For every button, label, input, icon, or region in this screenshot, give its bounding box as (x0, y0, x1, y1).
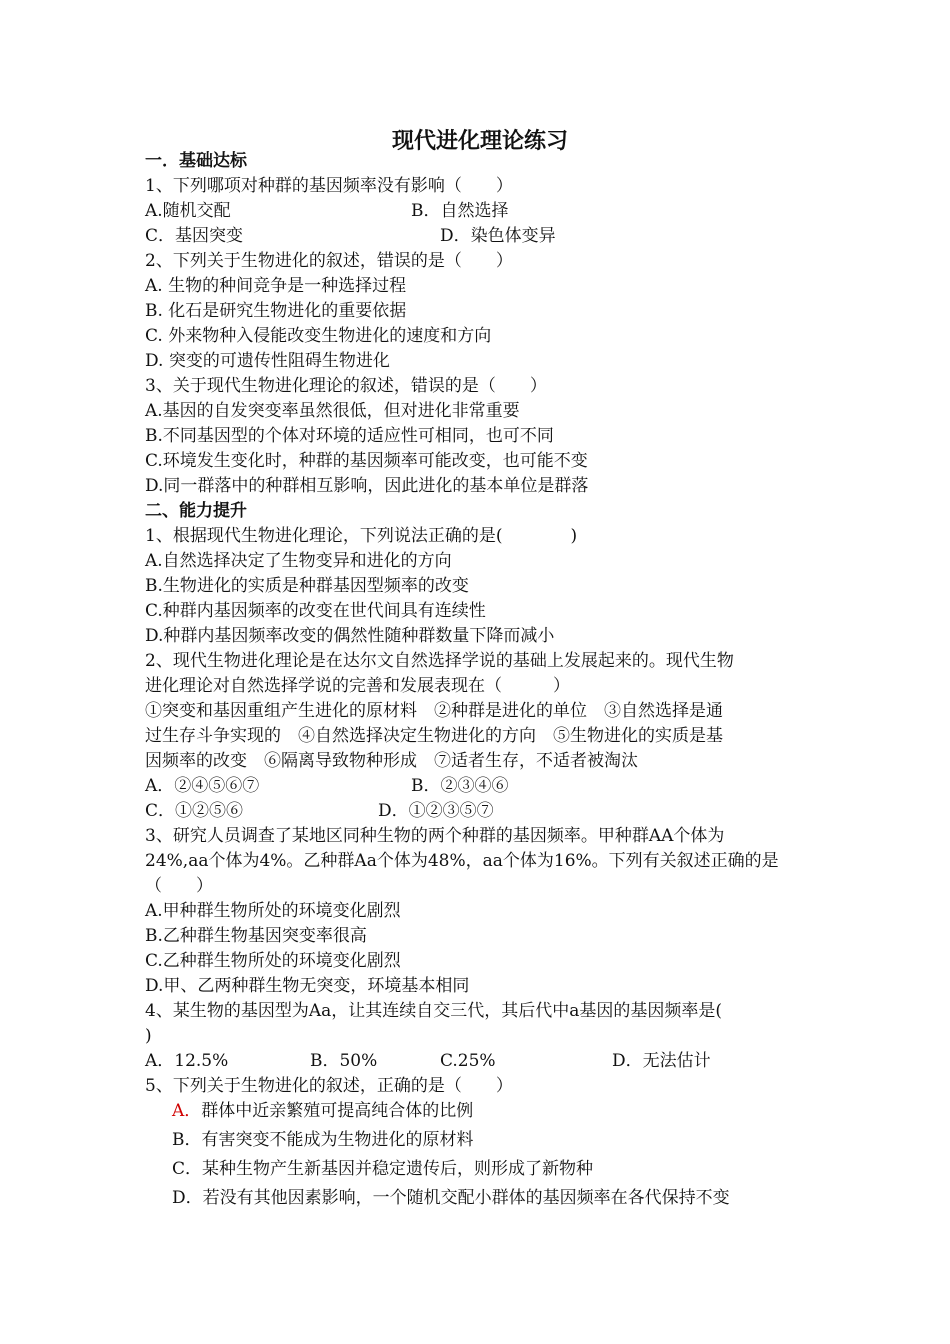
s2-q4-option-d: D．无法估计 (612, 1051, 711, 1071)
s2-q4-option-b: B．50% (310, 1051, 378, 1071)
s2-q3-option-a: A.甲种群生物所处的环境变化剧烈 (145, 901, 401, 921)
s2-q2-stem-line2: 进化理论对自然选择学说的完善和发展表现在（ ） (145, 676, 570, 696)
s1-q2-option-b: B. 化石是研究生物进化的重要依据 (145, 301, 407, 321)
s1-q2-stem: 2、下列关于生物进化的叙述，错误的是（ ） (145, 251, 513, 271)
s2-q1-option-c: C.种群内基因频率的改变在世代间具有连续性 (145, 601, 486, 621)
s2-q3-option-b: B.乙种群生物基因突变率很高 (145, 926, 367, 946)
s2-q5-option-c: C．某种生物产生新基因并稳定遗传后，则形成了新物种 (172, 1159, 594, 1179)
s2-q2-items-line2: 过生存斗争实现的 ④自然选择决定生物进化的方向 ⑤生物进化的实质是基 (145, 726, 723, 746)
s1-q2-option-c: C. 外来物种入侵能改变生物进化的速度和方向 (145, 326, 492, 346)
s1-q1-stem: 1、下列哪项对种群的基因频率没有影响（ ） (145, 176, 513, 196)
s1-q1-option-c: C．基因突变 (145, 226, 244, 246)
s2-q2-option-d: D．①②③⑤⑦ (378, 801, 494, 821)
s2-q4-option-a: A．12.5% (145, 1051, 229, 1071)
section1-heading: 一．基础达标 (145, 151, 247, 171)
s1-q1-option-a: A.随机交配 (145, 201, 231, 221)
s2-q2-items-line1: ①突变和基因重组产生进化的原材料 ②种群是进化的单位 ③自然选择是通 (145, 701, 723, 721)
s2-q5-option-a (172, 1099, 473, 1123)
s2-q5-option-d: D．若没有其他因素影响，一个随机交配小群体的基因频率在各代保持不变 (172, 1188, 730, 1208)
s1-q3-option-c: C.环境发生变化时，种群的基因频率可能改变，也可能不变 (145, 451, 588, 471)
s2-q1-stem: 1、根据现代生物进化理论，下列说法正确的是( ) (145, 526, 578, 546)
s2-q3-stem-line2: 24%,aa个体为4%。乙种群Aa个体为48%，aa个体为16%。下列有关叙述正确的是 (145, 851, 779, 871)
s2-q5-option-a-text: 群体中近亲繁殖可提高纯合体的比例 (201, 1101, 474, 1121)
s1-q3-option-a: A.基因的自发突变率虽然很低，但对进化非常重要 (145, 401, 520, 421)
s1-q1-option-b: B．自然选择 (411, 201, 509, 221)
s2-q4-option-c: C.25% (440, 1051, 496, 1071)
s2-q3-stem-line3: （ ） (145, 876, 213, 896)
s1-q2-option-d: D. 突变的可遗传性阻碍生物进化 (145, 351, 390, 371)
s2-q5-option-b: B．有害突变不能成为生物进化的原材料 (172, 1130, 474, 1150)
s2-q2-option-b: B．②③④⑥ (411, 776, 509, 796)
s1-q1-option-d: D．染色体变异 (440, 226, 556, 246)
s1-q2-option-a: A. 生物的种间竞争是一种选择过程 (145, 276, 407, 296)
s1-q3-stem: 3、关于现代生物进化理论的叙述，错误的是（ ） (145, 376, 547, 396)
s2-q2-stem-line1: 2、现代生物进化理论是在达尔文自然选择学说的基础上发展起来的。现代生物 (145, 651, 734, 671)
document-title: 现代进化理论练习 (391, 129, 568, 154)
s2-q2-option-c: C．①②⑤⑥ (145, 801, 244, 821)
s2-q5-stem: 5、下列关于生物进化的叙述，正确的是（ ） (145, 1076, 513, 1096)
s2-q1-option-b: B.生物进化的实质是种群基因型频率的改变 (145, 576, 469, 596)
s2-q1-option-a: A.自然选择决定了生物变异和进化的方向 (145, 551, 452, 571)
s2-q3-option-d: D.甲、乙两种群生物无突变，环境基本相同 (145, 976, 470, 996)
s2-q3-option-c: C.乙种群生物所处的环境变化剧烈 (145, 951, 401, 971)
s2-q3-stem-line1: 3、研究人员调查了某地区同种生物的两个种群的基因频率。甲种群AA个体为 (145, 826, 725, 846)
s2-q2-option-a: A．②④⑤⑥⑦ (145, 776, 260, 796)
s2-q5-option-a-letter: A． (172, 1101, 202, 1121)
s2-q4-stem-line1: 4、某生物的基因型为Aa，让其连续自交三代，其后代中a基因的基因频率是( (145, 1001, 722, 1021)
s1-q3-option-d: D.同一群落中的种群相互影响，因此进化的基本单位是群落 (145, 476, 589, 496)
s2-q4-stem-line2: ) (145, 1026, 152, 1046)
s1-q3-option-b: B.不同基因型的个体对环境的适应性可相同，也可不同 (145, 426, 554, 446)
s2-q1-option-d: D.种群内基因频率改变的偶然性随种群数量下降而减小 (145, 626, 555, 646)
s2-q2-items-line3: 因频率的改变 ⑥隔离导致物种形成 ⑦适者生存，不适者被淘汰 (145, 751, 638, 771)
section2-heading: 二、能力提升 (145, 501, 247, 521)
